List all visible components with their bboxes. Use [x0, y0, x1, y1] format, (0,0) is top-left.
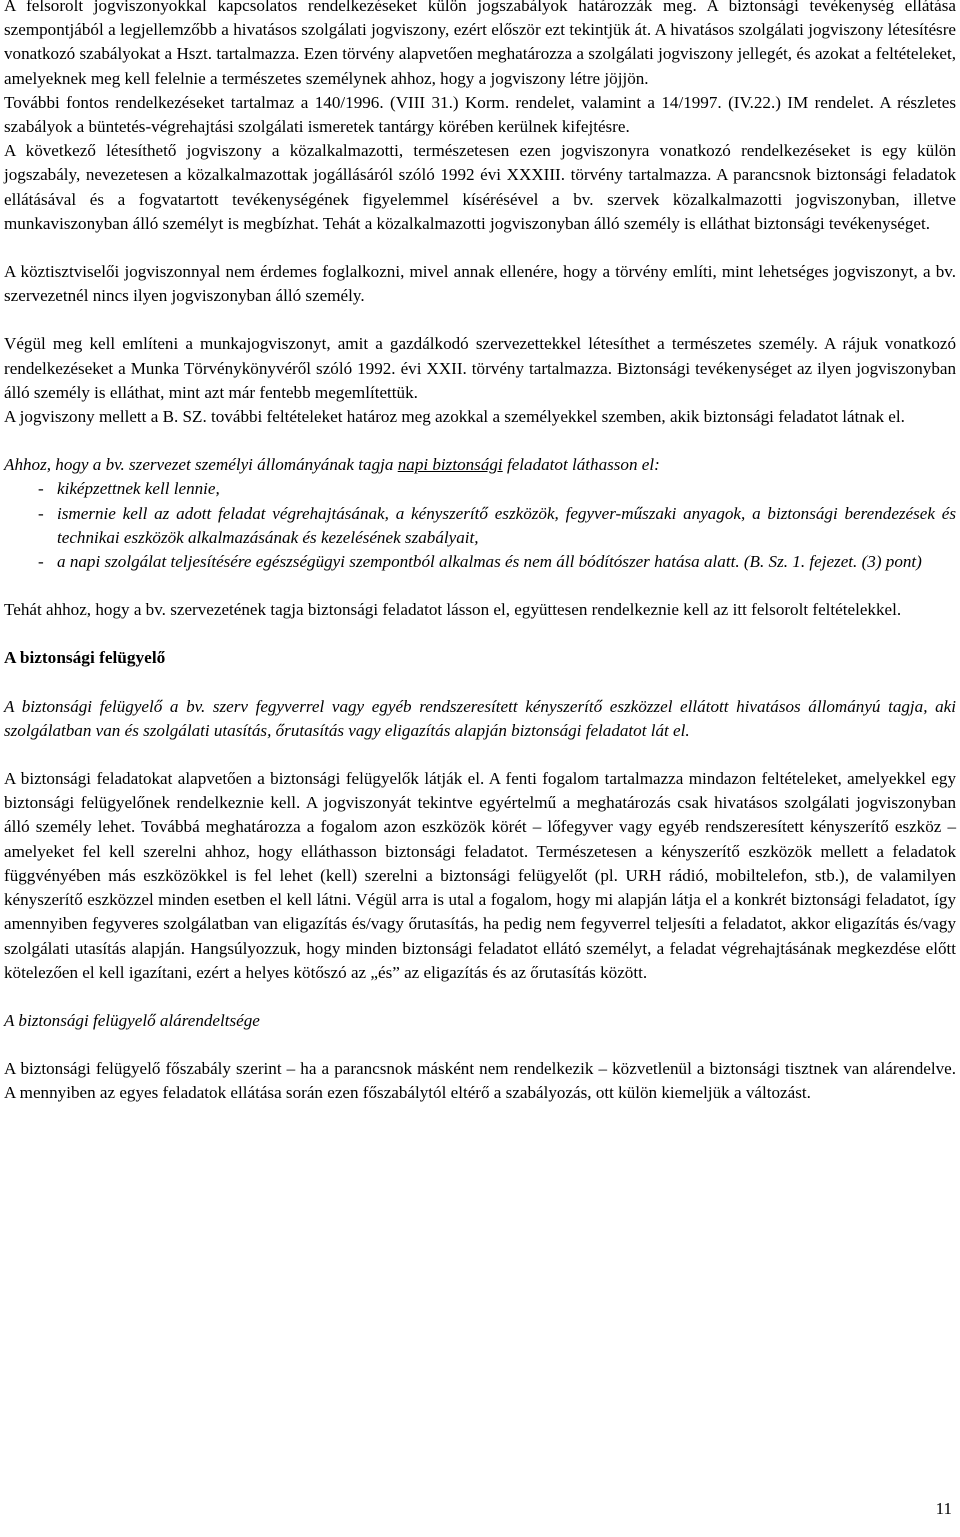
dash-bullet: -: [38, 552, 44, 572]
paragraph-conditions-intro: [4, 453, 956, 477]
list-item-text: ismernie kell az adott feladat végrehajtásának, a kényszerítő eszközök, fegyver-műszaki anyagok, a biztonsági berendezések és technikai eszközök alkalmazásának és kezelésének szabályait,: [57, 503, 956, 547]
conditions-intro-underlined: napi biztonsági: [397, 455, 503, 475]
paragraph-civil-servant: A köztisztviselői jogviszonnyal nem érdemes foglalkozni, mivel annak ellenére, hogy a törvény említi, mint lehetséges jogviszonyt, a bv. szervezetnél nincs ilyen jogviszonyban álló személy.: [4, 262, 956, 306]
conditions-list: [4, 477, 956, 574]
paragraph-public-employee: A következő létesíthető jogviszony a közalkalmazotti, természetesen ezen jogviszonyra vonatkozó rendelkezéseket is egy külön jogszabály, nevezetesen a közalkalmazottak jogállásáról szóló 1992 évi XXXIII. törvény tartalmazza. A parancsnok biztonsági feladatok ellátásával és a fogvatartott tevékenységének figyelemmel kísérésével a bv. szervek közalkalmazotti jogviszonyban, illetve munkaviszonyban álló személyt is megbízhat. Tehát a közalkalmazotti jogviszonyban álló személy is elláthat biztonsági tevékenységet.: [4, 141, 956, 233]
paragraph-conditions-summary: Tehát ahhoz, hogy a bv. szervezetének tagja biztonsági feladatot lásson el, együttesen rendelkeznie kell az itt felsorolt feltételekkel.: [4, 600, 902, 620]
list-item-text: a napi szolgálat teljesítésére egészségügyi szempontból alkalmas és nem áll bódítószer hatása alatt. (B. Sz. 1. fejezet. (3) pont): [57, 552, 922, 572]
conditions-intro-start: Ahhoz, hogy a bv. szervezet személyi állományának tagja: [4, 455, 398, 475]
conditions-intro-end: feladatot láthasson el:: [502, 455, 660, 475]
paragraph-supervisor-duties: A biztonsági feladatokat alapvetően a biztonsági felügyelők látják el. A fenti fogalom tartalmazza mindazon feltételeket, amelyekkel egy biztonsági felügyelőnek rendelkeznie kell. A jogviszonyát tekintve egyértelmű a meghatározás csak hivatásos szolgálati jogviszonyban álló személy lehet. Továbbá meghatározza a fogalom azon eszközök körét – lőfegyver vagy egyéb rendszeresített kényszerítő eszköz – amelyeket fel kell szerelni ahhoz, hogy elláthasson biztonsági feladatot. Természetesen a kényszerítő eszközök mellett a feladatok függvényében más eszközökkel is fel lehet (kell) szerelni a biztonsági felügyelőt (pl. URH rádió, mobiltelefon, stb.), de valamilyen kényszerítő eszközzel minden esetben el kell látni. Végül arra is utal a fogalom, hogy mi alapján látja el a konkrét biztonsági feladatot, így amennyiben fegyveres szolgálatban van eligazítás és/vagy őrutasítás, ha pedig nem fegyverrel teljesíti a feladatot, akkor eligazítás és/vagy szolgálati utasítás alapján. Hangsúlyozzuk, hogy minden biztonsági feladatot ellátó személyt, a feladat végrehajtásának megkezdése előtt kötelezően el kell igazítani, ezért a helyes kötőszó az „és” az eligazítás és az őrutasítás között.: [4, 769, 956, 982]
list-item: [4, 502, 956, 550]
dash-bullet: -: [38, 479, 44, 499]
document-page: [4, 0, 956, 1106]
paragraph-definition: A biztonsági felügyelő a bv. szerv fegyverrel vagy egyéb rendszeresített kényszerítő eszközzel ellátott hivatásos állományú tagja, aki szolgálatban van és szolgálati utasítás, őrutasítás vagy eligazítás alapján biztonsági feladatot lát el.: [4, 696, 956, 740]
list-item: [4, 550, 956, 574]
paragraph-legal-relationships: A felsorolt jogviszonyokkal kapcsolatos rendelkezéseket külön jogszabályok határozzák meg. A biztonsági tevékenység ellátása szempontjából a legjellemzőbb a hivatásos szolgálati jogviszony, ezért először ezt tekintjük át. A hivatásos szolgálati jogviszony létesítésre vonatkozó szabályokat a Hszt. tartalmazza. Ezen törvény alapvetően meghatározza a szolgálati jogviszony jellegét, és azokat a feltételeket, amelyeknek meg kell felelnie a természetes személynek ahhoz, hogy a jogviszony létre jöjjön.: [4, 0, 956, 88]
list-item-text: kiképzettnek kell lennie,: [57, 479, 220, 499]
dash-bullet: -: [38, 503, 44, 523]
paragraph-subordination: A biztonsági felügyelő főszabály szerint – ha a parancsnok másként nem rendelkezik – közvetlenül a biztonsági tisztnek van alárendelve. A mennyiben az egyes feladatok ellátása során ezen főszabálytól eltérő a szabályozás, ott külön kiemeljük a változást.: [4, 1059, 956, 1103]
section-heading: A biztonsági felügyelő: [4, 648, 166, 668]
page-number: 11: [935, 1499, 952, 1518]
subsection-heading: A biztonsági felügyelő alárendeltsége: [4, 1010, 260, 1030]
paragraph-additional-conditions: A jogviszony mellett a B. SZ. további feltételeket határoz meg azokkal a személyekkel szemben, akik biztonsági feladatot látnak el.: [4, 407, 905, 427]
paragraph-further-regulations: További fontos rendelkezéseket tartalmaz a 140/1996. (VIII 31.) Korm. rendelet, valamint a 14/1997. (IV.22.) IM rendelet. A részletes szabályok a büntetés-végrehajtási szolgálati ismeretek tantárgy körében kerülnek kifejtésre.: [4, 92, 956, 137]
list-item: [4, 477, 956, 501]
paragraph-employment: Végül meg kell említeni a munkajogviszonyt, amit a gazdálkodó szervezettekkel létesíthet a természetes személy. A rájuk vonatkozó rendelkezéseket a Munka Törvénykönyvéről szóló 1992. évi XXII. törvény tartalmazza. Biztonsági tevékenységet az ilyen jogviszonyban álló személy is elláthat, mint azt már fentebb megemlítettük.: [4, 334, 956, 402]
